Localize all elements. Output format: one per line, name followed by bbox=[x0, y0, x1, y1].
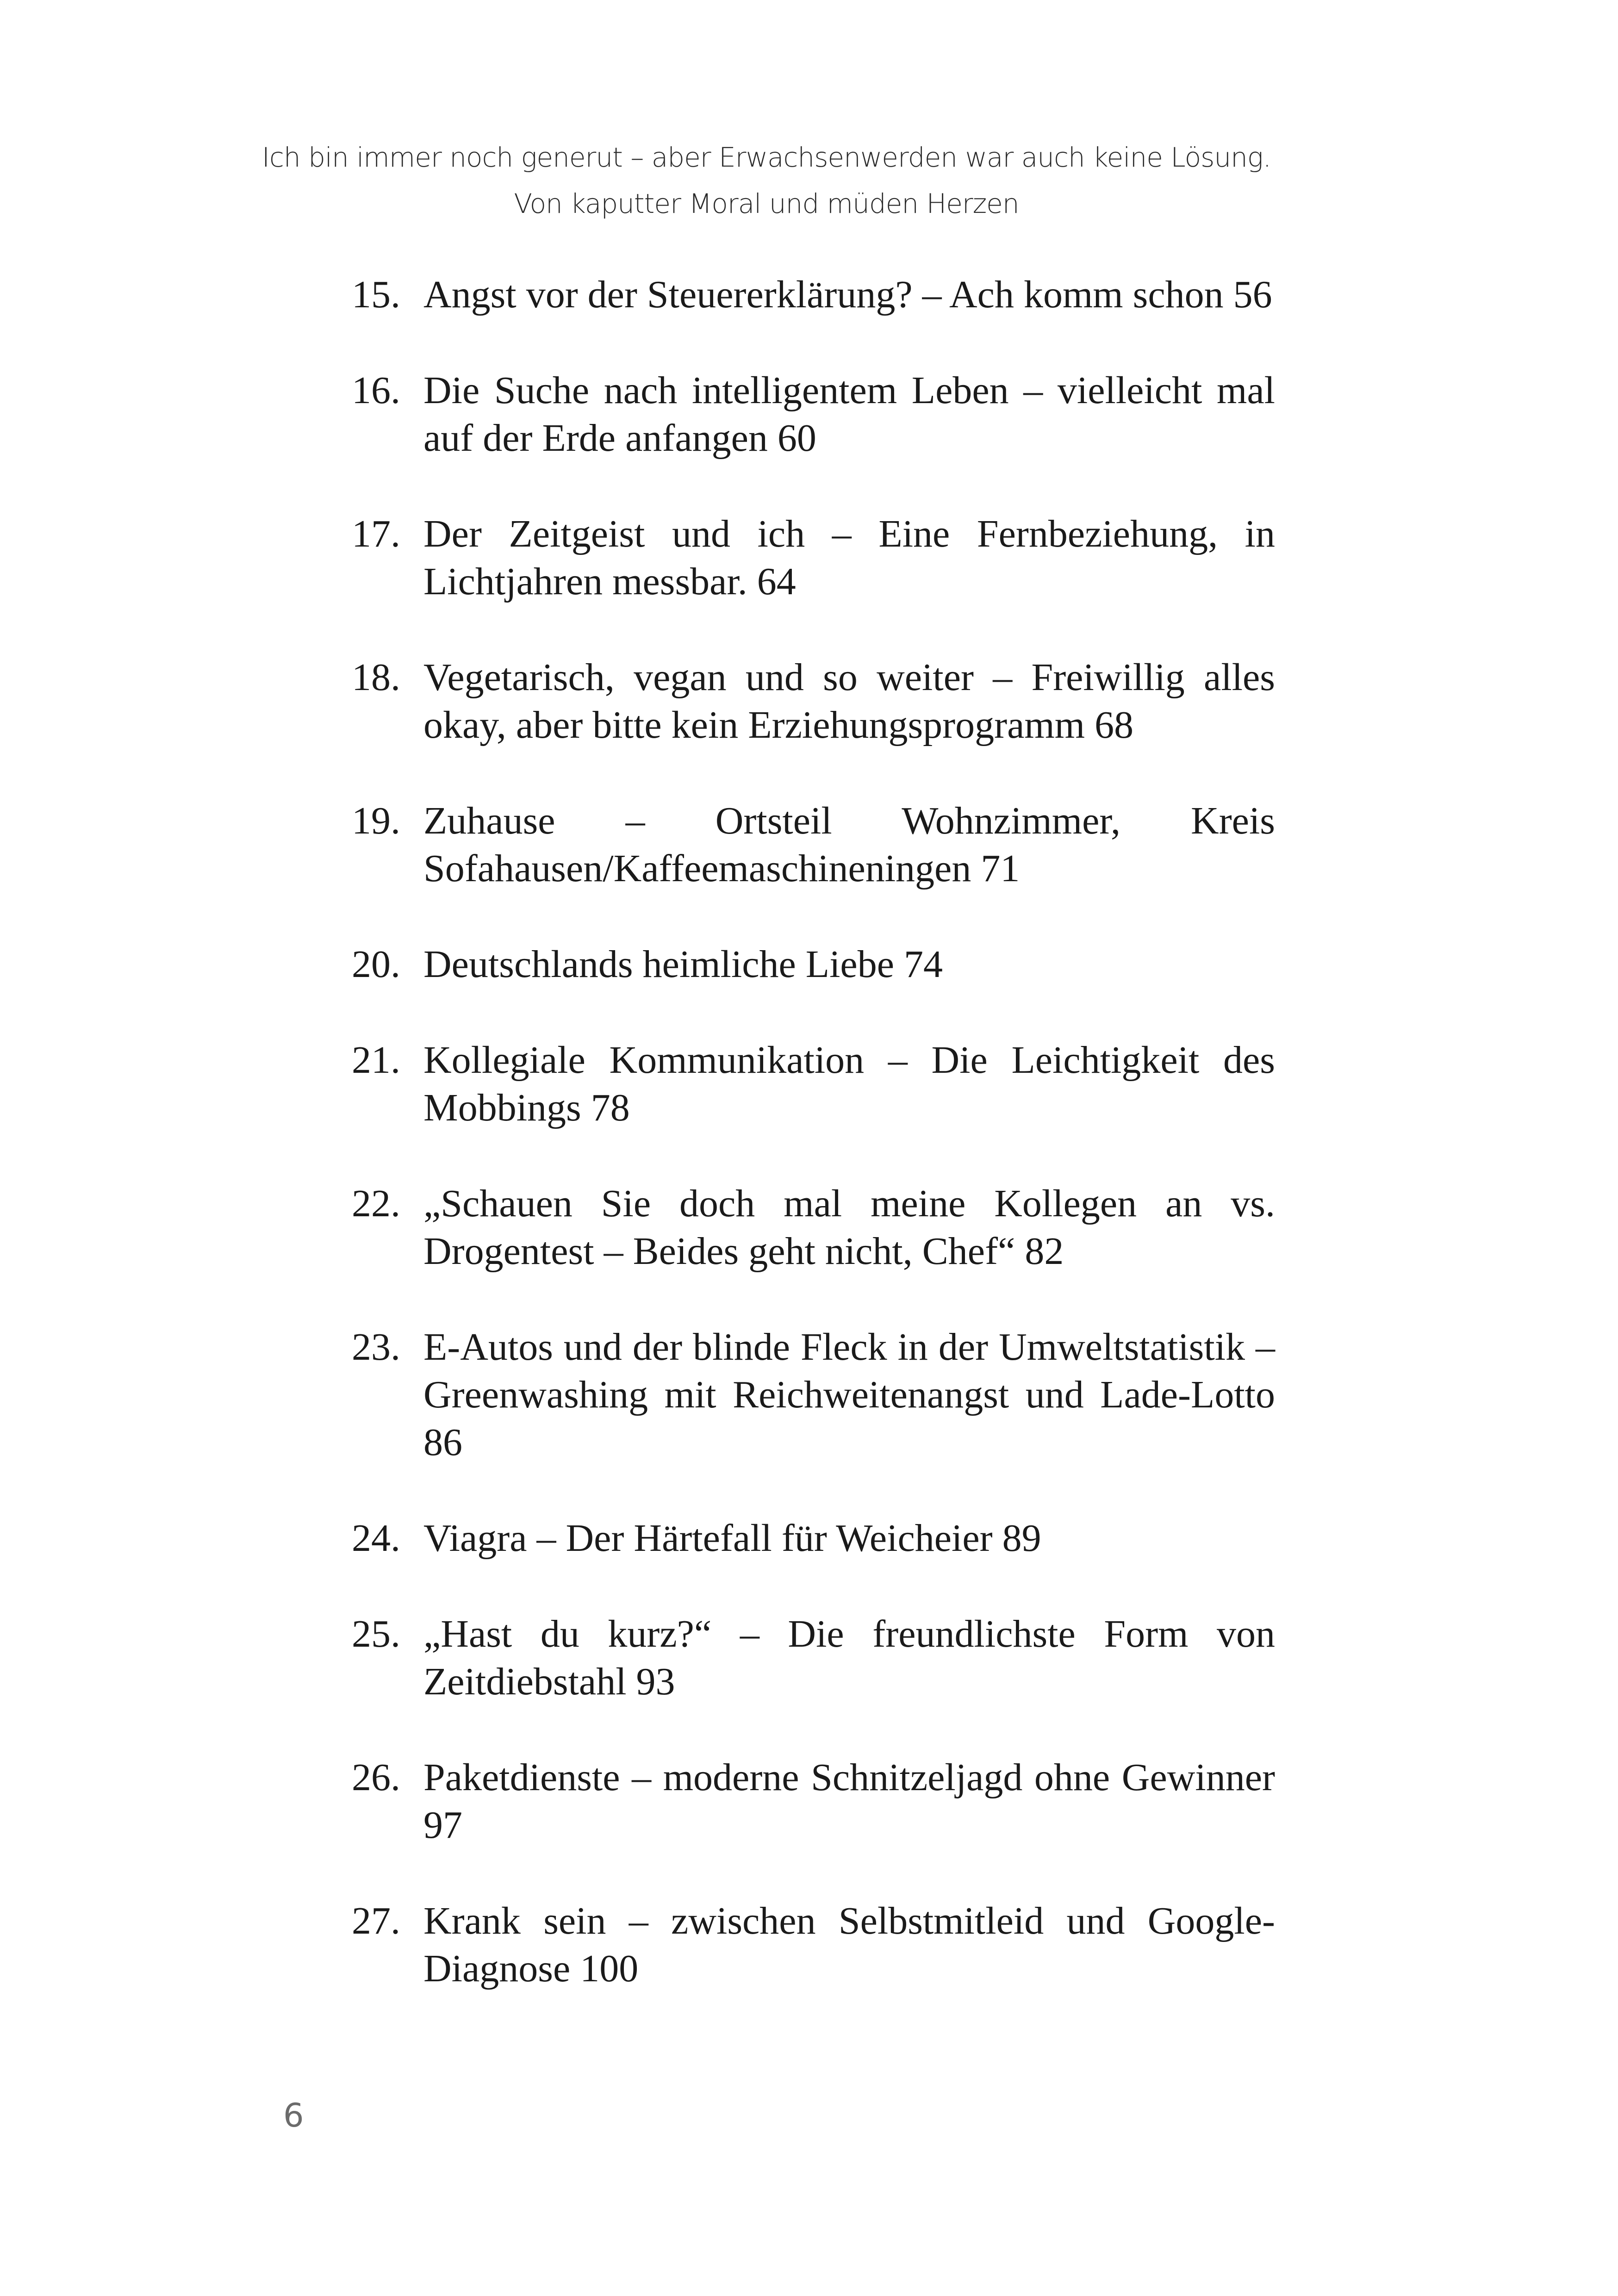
toc-entry-title: E-Autos und der blinde Fleck in der Umweltstatistik – Greenwashing mit Reichweitenangst und Lade-Lotto 86 bbox=[423, 1325, 1275, 1464]
toc-entry-number: 15. bbox=[352, 273, 400, 316]
toc-entry-title: Vegetarisch, vegan und so weiter – Freiwillig alles okay, aber bitte kein Erziehungsprogramm 68 bbox=[423, 656, 1275, 747]
toc-entry-title: Angst vor der Steuererklärung? – Ach komm schon 56 bbox=[423, 273, 1272, 316]
toc-entry bbox=[352, 1514, 1275, 1562]
toc-entry bbox=[352, 797, 1275, 892]
toc-entry bbox=[352, 1180, 1275, 1275]
toc-entry bbox=[352, 510, 1275, 605]
toc-entry-number: 22. bbox=[352, 1182, 400, 1225]
toc-entry-number: 26. bbox=[352, 1756, 400, 1799]
toc-entry bbox=[352, 1754, 1275, 1849]
toc-entry-number: 20. bbox=[352, 943, 400, 986]
toc-entry bbox=[352, 940, 1275, 988]
toc-entry bbox=[352, 271, 1275, 318]
toc-entry-title: Viagra – Der Härtefall für Weicheier 89 bbox=[423, 1517, 1041, 1560]
toc-entry-title: „Schauen Sie doch mal meine Kollegen an vs. Drogentest – Beides geht nicht, Chef“ 82 bbox=[423, 1182, 1275, 1273]
toc-entry-title: Deutschlands heimliche Liebe 74 bbox=[423, 943, 943, 986]
toc-entry-number: 21. bbox=[352, 1039, 400, 1082]
toc-entry-title: Der Zeitgeist und ich – Eine Fernbeziehung, in Lichtjahren messbar. 64 bbox=[423, 512, 1275, 603]
toc-entry-title: Die Suche nach intelligentem Leben – vielleicht mal auf der Erde anfangen 60 bbox=[423, 369, 1275, 460]
toc-entry-number: 23. bbox=[352, 1325, 400, 1369]
toc-entry-number: 27. bbox=[352, 1899, 400, 1942]
toc-entry-title: Kollegiale Kommunikation – Die Leichtigkeit des Mobbings 78 bbox=[423, 1039, 1275, 1129]
toc-entry-number: 24. bbox=[352, 1517, 400, 1560]
toc-entry bbox=[352, 1036, 1275, 1132]
toc-entry bbox=[352, 367, 1275, 462]
table-of-contents bbox=[352, 271, 1275, 2041]
toc-entry-number: 17. bbox=[352, 512, 400, 555]
toc-entry-number: 16. bbox=[352, 369, 400, 412]
toc-entry-number: 25. bbox=[352, 1612, 400, 1655]
running-header bbox=[0, 134, 1533, 227]
toc-entry-number: 18. bbox=[352, 656, 400, 699]
toc-entry bbox=[352, 1323, 1275, 1466]
toc-entry-number: 19. bbox=[352, 799, 400, 842]
running-header-line-1: Ich bin immer noch generut – aber Erwachsenwerden war auch keine Lösung. bbox=[261, 142, 1271, 173]
toc-entry bbox=[352, 1610, 1275, 1705]
toc-entry bbox=[352, 653, 1275, 749]
running-header-line-2: Von kaputter Moral und müden Herzen bbox=[514, 188, 1019, 219]
toc-entry-title: Paketdienste – moderne Schnitzeljagd ohne Gewinner 97 bbox=[423, 1756, 1275, 1847]
toc-entry bbox=[352, 1897, 1275, 1992]
toc-entry-title: „Hast du kurz?“ – Die freundlichste Form von Zeitdiebstahl 93 bbox=[423, 1612, 1275, 1703]
toc-entry-title: Krank sein – zwischen Selbstmitleid und Google-Diagnose 100 bbox=[423, 1899, 1275, 1990]
toc-entry-title: Zuhause – Ortsteil Wohnzimmer, Kreis Sofahausen/Kaffeemaschineningen 71 bbox=[423, 799, 1275, 890]
page-number: 6 bbox=[283, 2097, 304, 2134]
